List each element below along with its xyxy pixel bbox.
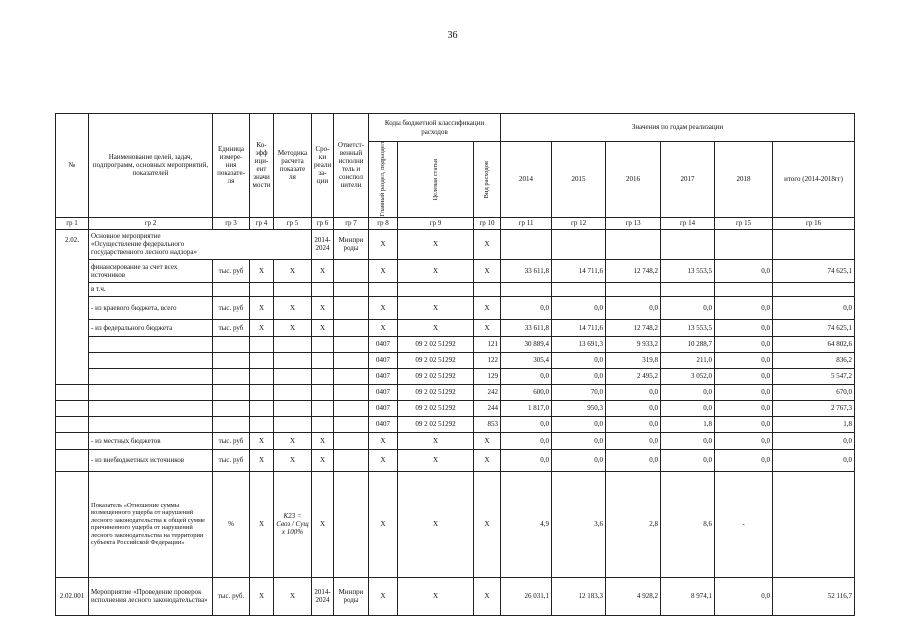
cell-value: 0,0	[661, 296, 715, 319]
budget-table	[55, 113, 855, 616]
cell-value: 0,0	[661, 432, 715, 449]
table-row	[56, 449, 855, 471]
indicator-formula: К23 = Своз / Сущ х 100%	[274, 471, 312, 577]
cell-value: 600,0	[501, 384, 552, 400]
cell-value: 0,0	[715, 577, 773, 615]
row-unit: тыс. руб	[213, 319, 250, 336]
row-unit: тыс. руб	[213, 432, 250, 449]
header-year-2017: 2017	[661, 142, 715, 218]
row-label: финансирование за счет всех источников	[89, 259, 213, 282]
cell-x: X	[274, 319, 312, 336]
cell-value: 1 817,0	[501, 400, 552, 416]
cell-value: 319,8	[606, 352, 661, 368]
cell-value: 305,4	[501, 352, 552, 368]
cell-value: 0,0	[552, 368, 606, 384]
cell-value: 836,2	[773, 352, 855, 368]
cell-code: 242	[474, 384, 501, 400]
cell-x: X	[369, 577, 398, 615]
cell-x: X	[369, 259, 398, 282]
row-unit: тыс. руб.	[213, 577, 250, 615]
header-code-kind: Вид расходов	[483, 160, 491, 198]
row-label: - из федерального бюджета	[89, 319, 213, 336]
row-unit: тыс. руб	[213, 259, 250, 282]
table-row	[56, 229, 855, 259]
cell-x: X	[250, 259, 274, 282]
cell-value: 2 495,2	[606, 368, 661, 384]
cell-value: 12 183,3	[552, 577, 606, 615]
cell-code: 244	[474, 400, 501, 416]
group-cell: гр 3	[213, 217, 250, 229]
header-method: Методика расчета показате ля	[274, 114, 312, 218]
row-unit: тыс. руб	[213, 296, 250, 319]
cell-x: X	[474, 432, 501, 449]
cell-value: 33 611,8	[501, 319, 552, 336]
row-num: 2.02.001	[56, 577, 89, 615]
cell-value: 0,0	[606, 296, 661, 319]
cell-value: 0,0	[715, 400, 773, 416]
cell-value: 0,0	[501, 449, 552, 471]
cell-x: X	[312, 449, 334, 471]
row-name: Мероприятие «Проведение проверок исполнения лесного законодательства»	[89, 577, 213, 615]
table-row	[56, 296, 855, 319]
cell-value: 0,0	[501, 416, 552, 432]
cell-x: X	[369, 432, 398, 449]
cell-x: X	[312, 319, 334, 336]
cell-value: 0,0	[715, 352, 773, 368]
header-num: №	[56, 114, 89, 218]
cell-value: 0,0	[552, 296, 606, 319]
cell-x: X	[398, 229, 474, 259]
cell-value: 0,0	[661, 384, 715, 400]
cell-x: X	[250, 577, 274, 615]
table-row	[56, 282, 855, 296]
table-row	[56, 259, 855, 282]
header-coef: Ко-эфф ици-ент значи мости	[250, 114, 274, 218]
cell-value: 0,0	[606, 449, 661, 471]
group-cell: гр 7	[334, 217, 369, 229]
cell-x: X	[398, 319, 474, 336]
table-row	[56, 368, 855, 384]
cell-value: 0,0	[715, 296, 773, 319]
row-num: 2.02.	[56, 229, 89, 384]
cell-value: 14 711,6	[552, 259, 606, 282]
group-cell: гр 4	[250, 217, 274, 229]
cell-x: X	[369, 296, 398, 319]
cell-value: 1,8	[773, 416, 855, 432]
cell-x: X	[474, 471, 501, 577]
cell-code: 09 2 02 51292	[398, 352, 474, 368]
group-cell: гр 10	[474, 217, 501, 229]
header-year-2015: 2015	[552, 142, 606, 218]
group-cell: гр 13	[606, 217, 661, 229]
cell-x: X	[274, 432, 312, 449]
row-unit: %	[213, 471, 250, 577]
cell-code: 0407	[369, 416, 398, 432]
cell-value	[773, 471, 855, 577]
header-year-2014: 2014	[501, 142, 552, 218]
cell-code: 0407	[369, 352, 398, 368]
cell-value: 0,0	[552, 352, 606, 368]
cell-value: 8 974,1	[661, 577, 715, 615]
group-cell: гр 14	[661, 217, 715, 229]
cell-x: X	[474, 296, 501, 319]
cell-value: 0,0	[773, 449, 855, 471]
cell-code: 129	[474, 368, 501, 384]
cell-value: 4,9	[501, 471, 552, 577]
cell-value: 0,0	[715, 432, 773, 449]
group-cell: гр 6	[312, 217, 334, 229]
group-cell: гр 1	[56, 217, 89, 229]
cell-value: 0,0	[715, 449, 773, 471]
cell-code: 0407	[369, 336, 398, 352]
cell-x: X	[250, 471, 274, 577]
cell-x: X	[312, 471, 334, 577]
cell-x: X	[250, 432, 274, 449]
cell-value: 0,0	[552, 416, 606, 432]
cell-value: 9 933,2	[606, 336, 661, 352]
cell-value: 8,6	[661, 471, 715, 577]
row-label: - из краевого бюджета, всего	[89, 296, 213, 319]
group-row	[56, 217, 855, 229]
header-code-section: Главный раздел, подраздел	[379, 142, 387, 217]
row-resp: Минпри роды	[334, 577, 369, 615]
cell-value: 950,3	[552, 400, 606, 416]
cell-value: 0,0	[606, 416, 661, 432]
cell-value: 2,8	[606, 471, 661, 577]
cell-code: 0407	[369, 400, 398, 416]
cell-code: 0407	[369, 384, 398, 400]
table-row	[56, 400, 855, 416]
cell-x: X	[250, 319, 274, 336]
cell-value: 5 547,2	[773, 368, 855, 384]
cell-value: 12 748,2	[606, 259, 661, 282]
cell-x: X	[474, 449, 501, 471]
cell-value: 0,0	[715, 368, 773, 384]
cell-x: X	[474, 577, 501, 615]
cell-value: -	[715, 471, 773, 577]
header-codes: Коды бюджетной классификации расходов	[369, 114, 501, 142]
cell-x: X	[398, 296, 474, 319]
cell-value: 0,0	[552, 449, 606, 471]
cell-x: X	[398, 577, 474, 615]
cell-value: 3 052,0	[661, 368, 715, 384]
cell-x: X	[369, 471, 398, 577]
cell-value: 0,0	[606, 384, 661, 400]
cell-x: X	[250, 296, 274, 319]
header-values: Значения по годам реализации	[501, 114, 855, 142]
table-row	[56, 577, 855, 615]
row-term: 2014-2024	[312, 577, 334, 615]
cell-value: 4 928,2	[606, 577, 661, 615]
cell-value: 0,0	[715, 336, 773, 352]
cell-value: 0,0	[715, 259, 773, 282]
cell-value: 10 288,7	[661, 336, 715, 352]
cell-value: 12 748,2	[606, 319, 661, 336]
cell-value: 64 802,6	[773, 336, 855, 352]
cell-code: 09 2 02 51292	[398, 384, 474, 400]
cell-x: X	[474, 319, 501, 336]
cell-value: 0,0	[715, 384, 773, 400]
page-number: 36	[447, 30, 458, 41]
cell-code: 09 2 02 51292	[398, 368, 474, 384]
cell-code: 853	[474, 416, 501, 432]
cell-code: 09 2 02 51292	[398, 336, 474, 352]
cell-value: 33 611,8	[501, 259, 552, 282]
cell-x: X	[398, 471, 474, 577]
group-cell: гр 11	[501, 217, 552, 229]
cell-x: X	[474, 259, 501, 282]
cell-value: 3,6	[552, 471, 606, 577]
cell-x: X	[312, 259, 334, 282]
cell-value: 0,0	[773, 432, 855, 449]
cell-value: 0,0	[606, 400, 661, 416]
cell-value: 30 889,4	[501, 336, 552, 352]
cell-value: 0,0	[773, 296, 855, 319]
group-cell: гр 16	[773, 217, 855, 229]
cell-value: 52 116,7	[773, 577, 855, 615]
table-row	[56, 352, 855, 368]
row-unit: тыс. руб	[213, 449, 250, 471]
row-label: в т.ч.	[89, 282, 213, 296]
table-row	[56, 384, 855, 400]
cell-value: 26 031,1	[501, 577, 552, 615]
header-name: Наименование целей, задач, подпрограмм, основных мероприятий, показателей	[89, 114, 213, 218]
cell-x: X	[312, 296, 334, 319]
group-cell: гр 9	[398, 217, 474, 229]
cell-value: 0,0	[606, 432, 661, 449]
cell-value: 1,8	[661, 416, 715, 432]
cell-value: 0,0	[715, 416, 773, 432]
cell-value: 0,0	[552, 432, 606, 449]
cell-code: 09 2 02 51292	[398, 416, 474, 432]
table-row	[56, 336, 855, 352]
header-term: Сро-ки реали за-ции	[312, 114, 334, 218]
row-resp: Минпри роды	[334, 229, 369, 259]
cell-x: X	[369, 319, 398, 336]
cell-code: 122	[474, 352, 501, 368]
table-row	[56, 432, 855, 449]
group-cell: гр 5	[274, 217, 312, 229]
cell-value: 74 625,1	[773, 319, 855, 336]
row-term: 2014-2024	[312, 229, 334, 259]
cell-x: X	[398, 432, 474, 449]
row-name: Основное мероприятие «Осуществление федерального государственного лесного надзора»	[89, 229, 213, 259]
cell-value: 0,0	[501, 368, 552, 384]
cell-value: 2 767,3	[773, 400, 855, 416]
cell-x: X	[312, 432, 334, 449]
cell-code: 0407	[369, 368, 398, 384]
indicator-label: Показатель «Отношение суммы возмещенного ущерба от нарушений лесного законодательства к общей сумме причиненного ущерба от нарушений лесного законодательства на территории субъекта Российской Федерации»	[89, 471, 213, 577]
cell-value: 211,0	[661, 352, 715, 368]
cell-x: X	[369, 229, 398, 259]
cell-x: X	[274, 449, 312, 471]
cell-x: X	[274, 259, 312, 282]
table-row	[56, 471, 855, 577]
cell-code: 09 2 02 51292	[398, 400, 474, 416]
cell-x: X	[398, 449, 474, 471]
table-row	[56, 319, 855, 336]
cell-value: 0,0	[661, 449, 715, 471]
cell-value: 0,0	[715, 319, 773, 336]
cell-value: 13 553,5	[661, 259, 715, 282]
row-label: - из местных бюджетов	[89, 432, 213, 449]
cell-value: 0,0	[661, 400, 715, 416]
header-year-2018: 2018	[715, 142, 773, 218]
header-resp: Ответст-венный исполни тель и соиспол нители	[334, 114, 369, 218]
cell-x: X	[274, 296, 312, 319]
group-cell: гр 15	[715, 217, 773, 229]
header-year-2016: 2016	[606, 142, 661, 218]
cell-x: X	[474, 229, 501, 259]
cell-value: 0,0	[501, 296, 552, 319]
cell-value: 74 625,1	[773, 259, 855, 282]
row-label: - из внебюджетных источников	[89, 449, 213, 471]
group-cell: гр 8	[369, 217, 398, 229]
cell-value: 70,0	[552, 384, 606, 400]
cell-x: X	[250, 449, 274, 471]
group-cell: гр 12	[552, 217, 606, 229]
cell-x: X	[398, 259, 474, 282]
cell-code: 121	[474, 336, 501, 352]
header-code-article: Целевая статья	[431, 158, 439, 201]
cell-value: 14 711,6	[552, 319, 606, 336]
cell-value: 13 691,3	[552, 336, 606, 352]
group-cell: гр 2	[89, 217, 213, 229]
cell-x: X	[369, 449, 398, 471]
cell-value: 0,0	[501, 432, 552, 449]
table-row	[56, 416, 855, 432]
header-year-total: итого (2014-2018гг)	[773, 142, 855, 218]
header-unit: Единица измере-ния показате-ля	[213, 114, 250, 218]
cell-value: 670,0	[773, 384, 855, 400]
cell-value: 13 553,5	[661, 319, 715, 336]
cell-x: X	[274, 577, 312, 615]
